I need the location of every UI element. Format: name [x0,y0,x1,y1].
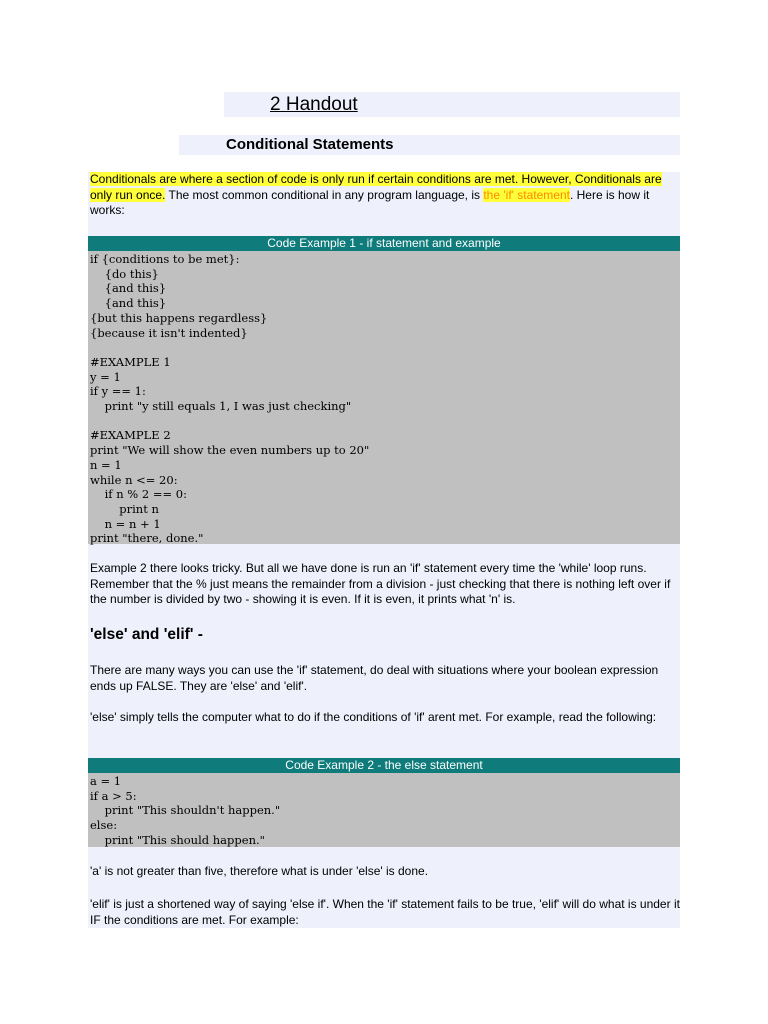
example2-explanation: Example 2 there looks tricky. But all we have done is run an 'if' statement every time the 'while' loop runs. Remember that the % just means the remainder from a division - just checking that there is nothing left over if the number is divided by two - showing it is even. If it is even, it prints what 'n' is. [90,561,671,606]
page-title [224,92,680,117]
page-subtitle: Conditional Statements [179,135,680,155]
else-paragraph: 'else' simply tells the computer what to do if the conditions of 'if' arent met. For example, read the following: [90,710,657,724]
code-example-2: a = 1 if a > 5: print "This shouldn't happen." else: print "This should happen." [88,773,680,847]
code-example-2-header: Code Example 2 - the else statement [88,758,680,773]
ways-paragraph: There are many ways you can use the 'if' statement, do deal with situations where your boolean expression ends up FALSE. They are 'else' and 'elif'. [90,663,659,693]
intro-text-2: . Here is how it works: [90,187,650,217]
code-example-1-header: Code Example 1 - if statement and example [88,236,680,251]
page-title-text: 2 Handout [270,94,358,115]
intro-text-1: The most common conditional in any program language, is [165,187,484,202]
code-example-1: if {conditions to be met}: {do this} {and this} {and this} {but this happens regardless} {because it isn't indented} #EXAMPLE 1 y = 1 if y == 1: print "y still equals 1, I was just checking" #EXAMPLE 2 print "We will show the even numbers up to 20" n = 1 while n <= 20: if n % 2 == 0: print n n = n + 1 print "there, done." [88,251,680,544]
elif-paragraph: 'elif' is just a shortened way of saying 'else if'. When the 'if' statement fails to be true, 'elif' will do what is under it IF the conditions are met. For example: [90,897,680,927]
intro-highlight: Conditionals are where a section of code is only run if certain conditions are met. However, Conditionals are only run once. [90,172,662,202]
a-paragraph: 'a' is not greater than five, therefore what is under 'else' is done. [90,864,429,878]
else-elif-heading: 'else' and 'elif' - [90,626,203,643]
intro-paragraph [90,172,680,219]
if-statement-highlight: the 'if' statement [483,187,570,202]
